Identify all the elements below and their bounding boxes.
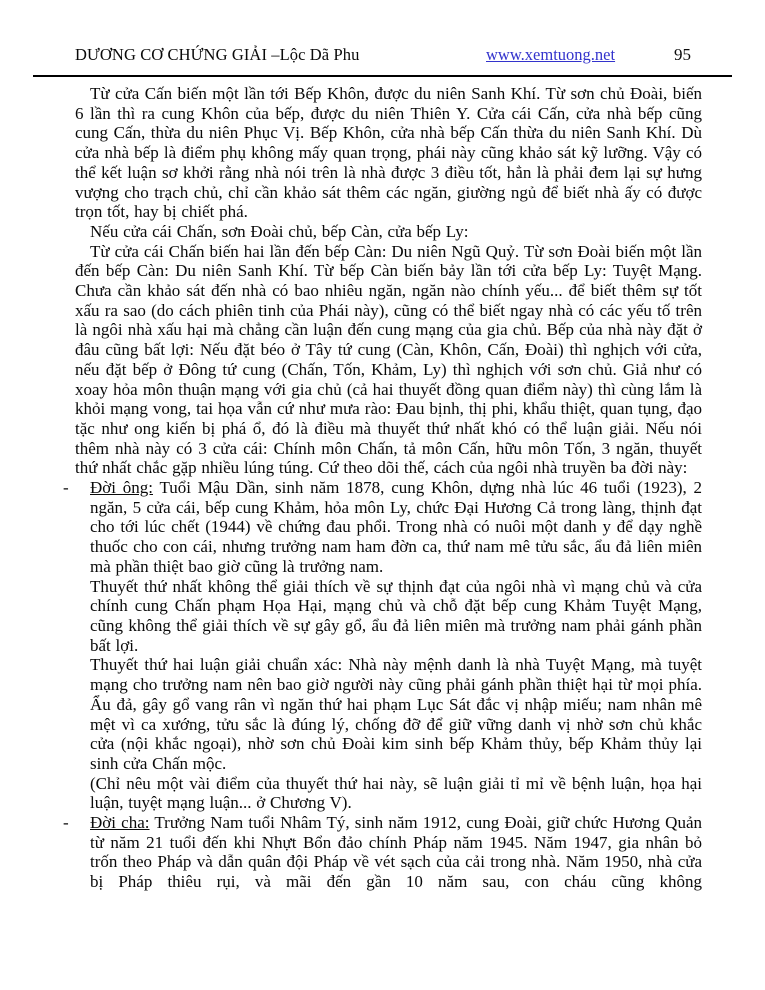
dash-marker: - <box>63 478 69 498</box>
era-label-doi-ong: Đời ông: <box>90 478 153 498</box>
list-sub-paragraph-3: (Chỉ nêu một vài điểm của thuyết thứ hai này, sẽ luận giải tỉ mỉ về bệnh luận, họa hại luận, tuyệt mạng luận... ở Chương V). <box>90 773 702 813</box>
book-title: DƯƠNG CƠ CHỨNG GIẢI –Lộc Dã Phu <box>75 45 360 64</box>
paragraph-1: Từ cửa Cấn biến một lần tới Bếp Khôn, được du niên Sanh Khí. Từ sơn chủ Đoài, biến 6 lần thì ra cung Khôn của bếp, được du niên Thiên Y. Cửa cái Cấn, cửa nhà bếp cũng cung Cấn, thừa du niên Phục Vị. Bếp Khôn, cửa nhà bếp Cấn thừa du niên Sanh Khí. Dù cửa nhà bếp là điểm phụ không mấy quan trọng, phái này cũng khảo sát kỹ lưỡng. Vậy có thể kết luận sơ khởi rằng nhà nói trên là nhà được 3 điều tốt, hẳn là phải đem lại sự hưng vượng cho trạch chủ, chỉ cần khảo sát thêm các ngăn, giường ngủ để biết nhà ấy có được trọn tốt, hay bị chiết phá. <box>75 84 702 222</box>
header-divider <box>33 75 732 77</box>
list-item-doi-cha <box>63 813 703 892</box>
list-sub-paragraph-1: Thuyết thứ nhất không thể giải thích về sự thịnh đạt của ngôi nhà vì mạng chủ và cửa chính cung Chấn phạm Họa Hại, mạng chủ và chỗ đặt bếp cung Khảm Tuyệt Mạng, cũng không thể giải thích về sự gây gổ, ẩu đả liên miên mà trưởng nam phải gánh phần bất lợi. <box>90 576 702 655</box>
dash-marker: - <box>63 813 69 833</box>
list-paragraph <box>90 478 702 577</box>
era-label-doi-cha: Đời cha: <box>90 813 150 833</box>
page-number: 95 <box>674 45 691 64</box>
era-text-doi-ong: Tuổi Mậu Dần, sinh năm 1878, cung Khôn, dựng nhà lúc 46 tuổi (1923), 2 ngăn, 5 cửa cái, bếp cung Khảm, hỏa môn Ly, chức Đại Hương Cả trong làng, thịnh đạt cho tới lúc chết (1944) về chứng đau phổi. Trong nhà có nuôi một danh y để dạy nghề thuốc cho con cái, nhưng trưởng nam ham đờn ca, thứ nam mê tửu sắc, ẩu đả liên miên mà phần thiệt bao giờ cũng là trưởng nam. <box>90 478 702 576</box>
list-sub-paragraph-2: Thuyết thứ hai luận giải chuẩn xác: Nhà này mệnh danh là nhà Tuyệt Mạng, mà tuyệt mạng cho trưởng nam nên bao giờ người này cũng phải gánh phần thiệt hại từ mọi phía. Ẩu đả, gây gổ vang rân vì ngăn thứ hai phạm Lục Sát đắc vị nhập miếu; nam nhân mê mệt vì ca xướng, tửu sắc là đúng lý, chống đỡ để giữ vững danh vị nhờ sơn chủ khắc cửa (nội khắc ngoại), nhờ sơn chủ Đoài kim sinh bếp Khảm thủy, bếp Khảm thủy lại sinh cửa Chấn mộc. <box>90 655 702 773</box>
list-item-doi-ong <box>63 478 702 813</box>
list-paragraph <box>90 813 702 892</box>
page-content <box>63 84 703 892</box>
era-text-doi-cha: Trưởng Nam tuổi Nhâm Tý, sinh năm 1912, cung Đoài, giữ chức Hương Quản từ năm 21 tuổi đến khi Nhựt Bổn đảo chính Pháp năm 1945. Năm 1947, gia nhân bỏ trốn theo Pháp và dẫn quân đội Pháp về vét sạch của cải trong nhà. Năm 1950, nhà cửa bị Pháp thiêu rụi, và mãi đến gần 10 năm sau, con cháu cũng không <box>90 813 703 892</box>
paragraph-2: Nếu cửa cái Chấn, sơn Đoài chủ, bếp Càn, cửa bếp Ly: <box>90 221 469 241</box>
paragraph-3: Từ cửa cái Chấn biến hai lần đến bếp Càn: Du niên Ngũ Quỷ. Từ sơn Đoài biến một lần đến bếp Càn: Du niên Sanh Khí. Từ bếp Càn biến bảy lần tới cửa bếp Ly: Tuyệt Mạng. Chưa cần khảo sát đến nhà có bao nhiêu ngăn, ngăn nào chính yếu... để biết thêm sự tốt xấu ra sao (do cách phiên tinh của Phái này), cũng có thể biết ngay nhà có các yếu tố trên là ngôi nhà xấu hại mà chẳng cần luận đến cung mạng của gia chủ. Bếp của nhà này đặt ở đâu cũng bất lợi: Nếu đặt béo ở Tây tứ cung (Càn, Khôn, Cấn, Đoài) thì nghịch với cửa, nếu đặt bếp ở Đông tứ cung (Chấn, Tốn, Khảm, Ly) thì nghịch với sơn chủ. Giả như có xoay hỏa môn thuận mạng với gia chủ (cả hai thuyết đồng quan điểm này) thì cùng lắm là khỏi mạng vong, tai họa vẫn cứ như mưa rào: Đau bịnh, thị phi, khẩu thiệt, quan tụng, đạo tặc như ong kiến bị phá ổ, đó là điều mà thuyết thứ nhất khó có thể luận giải. Nếu nói thêm nhà này có 3 cửa cái: Chính môn Chấn, tả môn Cấn, hữu môn Tốn, 3 ngăn, thuyết thứ nhất chắc gặp nhiều lúng túng. Cứ theo dõi thế, cách của ngôi nhà truyền ba đời này: <box>75 241 702 478</box>
website-link[interactable]: www.xemtuong.net <box>486 45 616 64</box>
